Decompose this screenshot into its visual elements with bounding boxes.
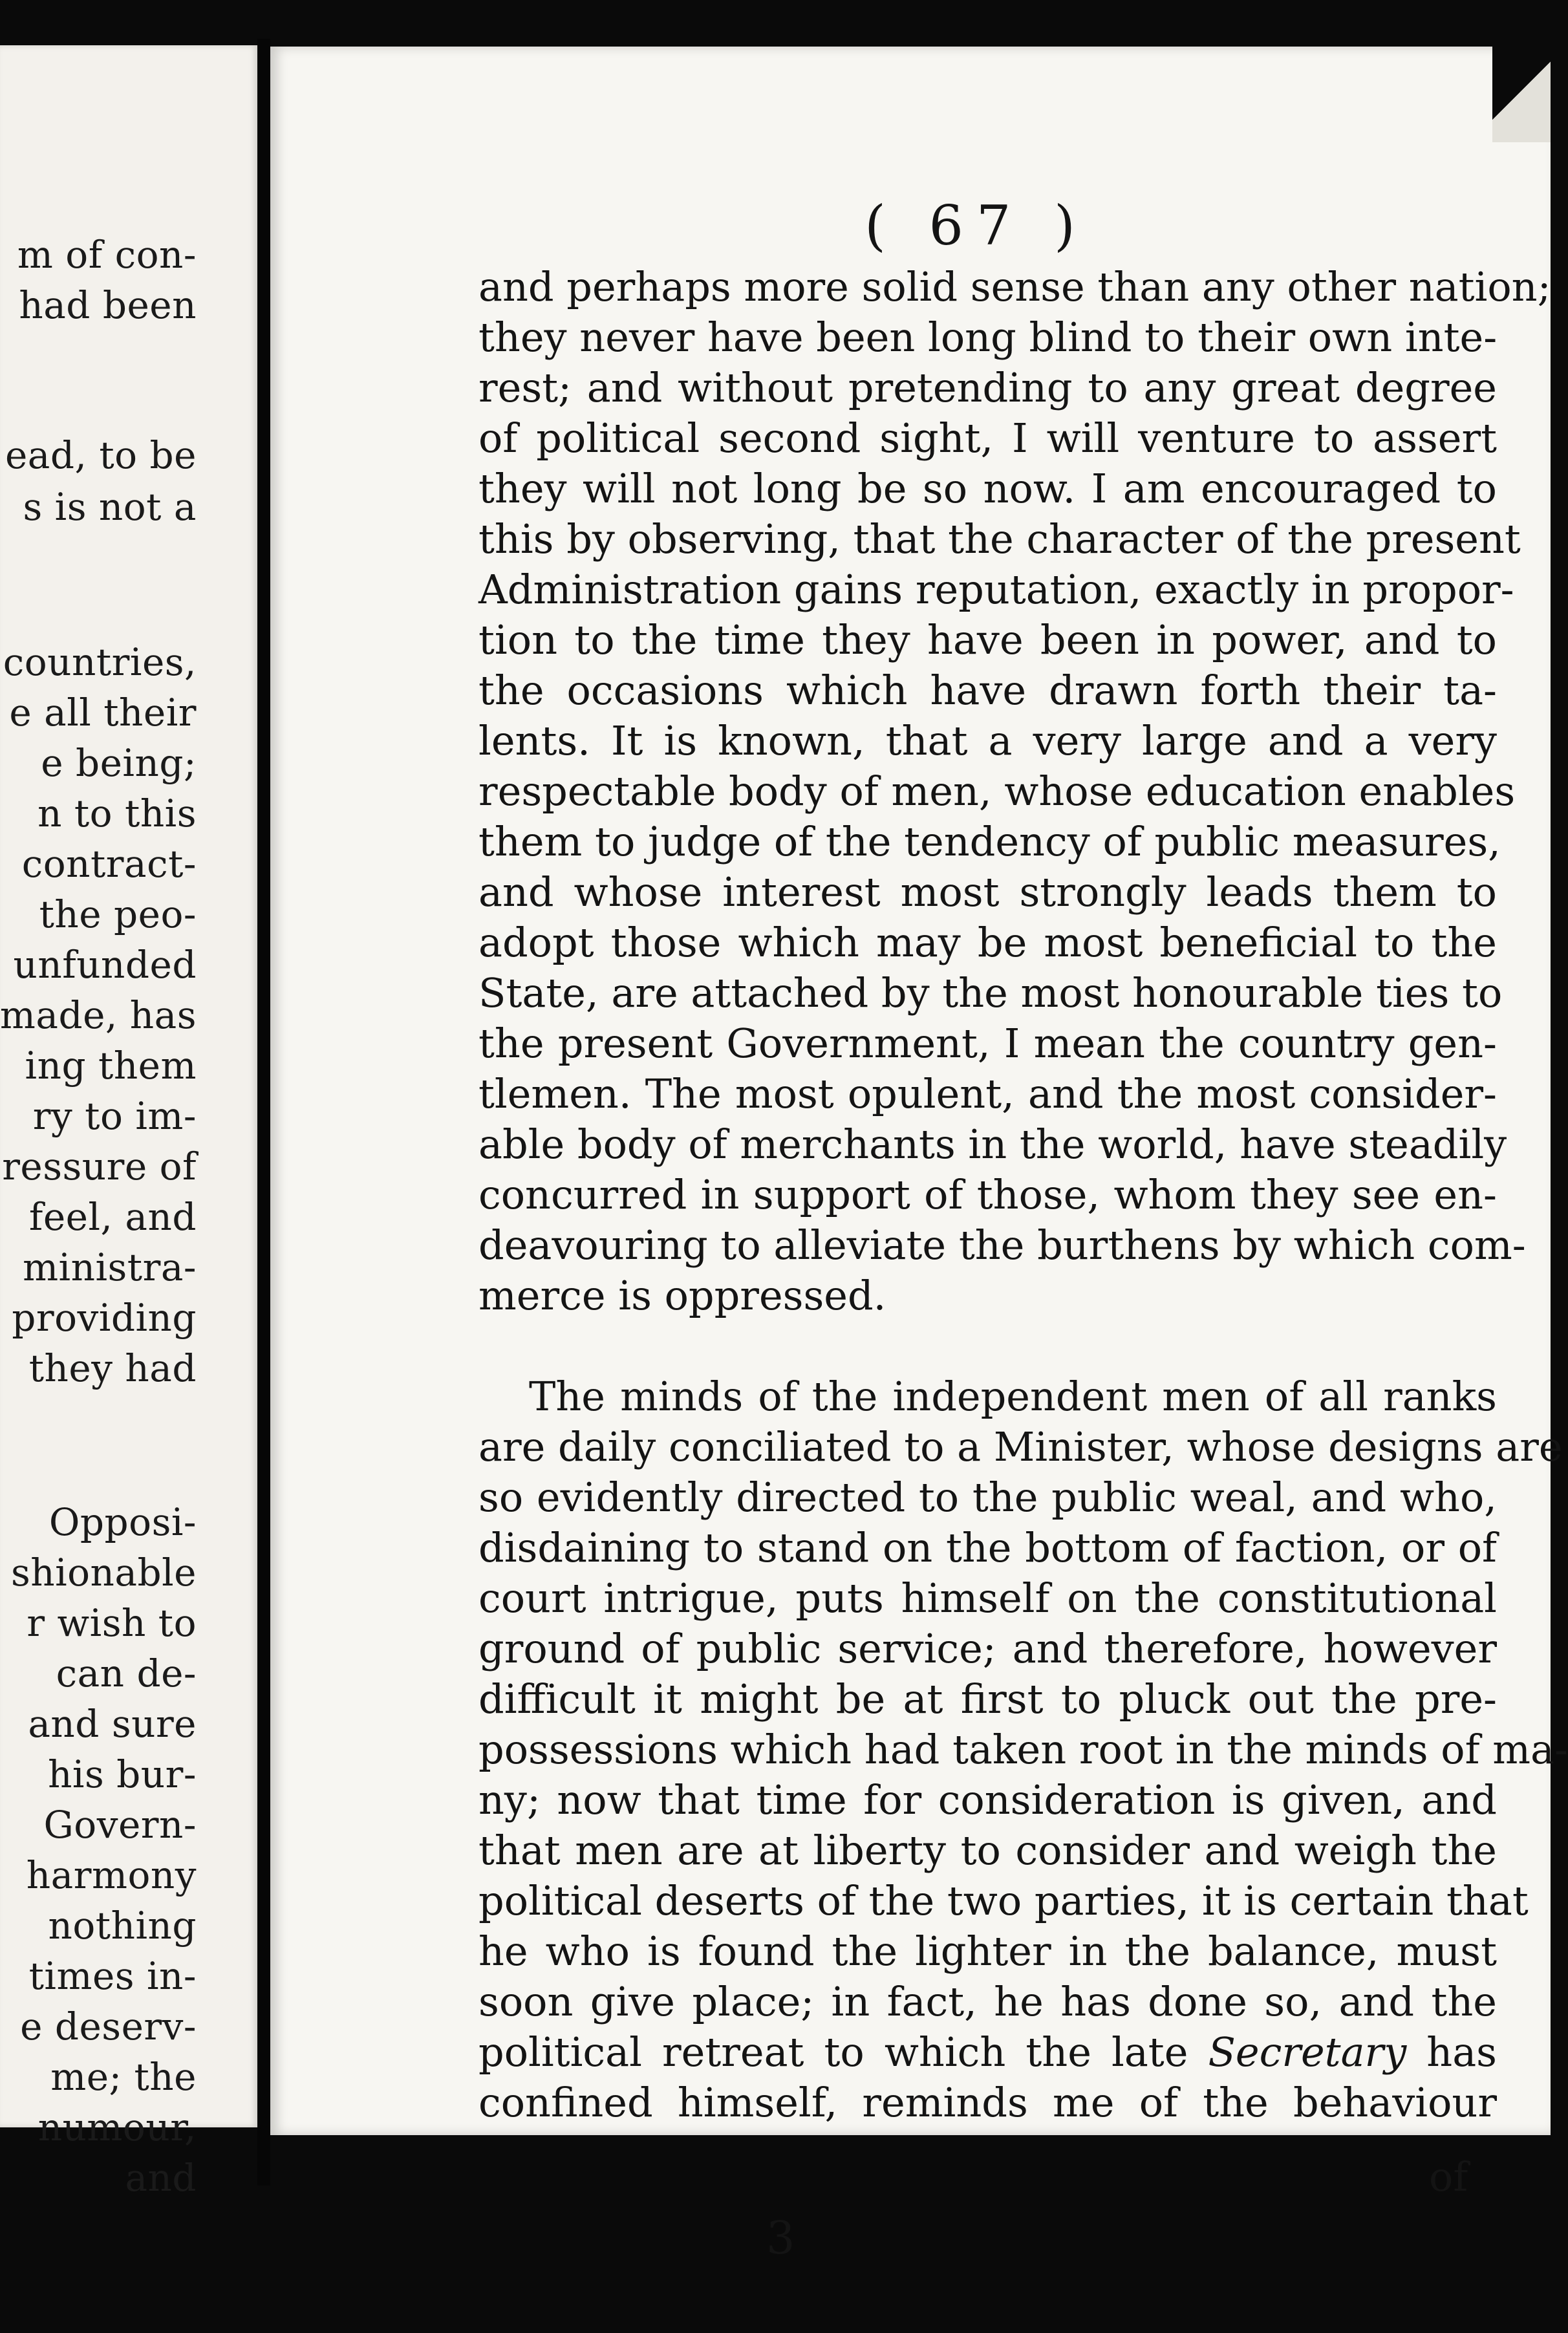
facing-page-line: ing them <box>25 1044 197 1088</box>
facing-page-line: harmony <box>26 1853 197 1897</box>
facing-page-line: his bur- <box>48 1752 197 1796</box>
facing-page-line: ry to im- <box>32 1094 197 1138</box>
facing-page-line: nothing <box>48 1904 197 1948</box>
page-number: ( 67 ) <box>865 194 1088 257</box>
facing-page-fragment <box>0 45 259 2200</box>
facing-page-line: ressure of <box>2 1145 197 1188</box>
facing-page-line: n to this <box>38 791 197 835</box>
text-line: ground of public service; and therefore, however <box>478 1625 1497 1672</box>
text-line: soon give place; in fact, he has done so, and the <box>478 1978 1497 2025</box>
text-line: difficult it might be at first to pluck out the pre- <box>478 1675 1497 1723</box>
facing-page-line: shionable <box>10 1551 197 1595</box>
text-line: and perhaps more solid sense than any other nation; <box>478 263 1551 310</box>
page-body-text <box>478 262 1568 2128</box>
facing-page-line: me; the <box>50 2055 197 2099</box>
facing-page-line: e being; <box>41 741 197 785</box>
text-line: able body of merchants in the world, have steadily <box>478 1121 1507 1168</box>
facing-page-line: r wish to <box>27 1601 197 1645</box>
facing-page-line: contract- <box>21 842 197 886</box>
text-line: the present Government, I mean the country gen- <box>478 1020 1497 1067</box>
text-line: respectable body of men, whose education enables <box>478 768 1516 815</box>
paragraph-gap <box>478 1321 1497 1371</box>
text-line: lents. It is known, that a very large and a very <box>478 717 1497 764</box>
facing-page-line: m of con- <box>17 233 197 277</box>
facing-page-line: they had <box>28 1346 197 1390</box>
text-line: are daily conciliated to a Minister, whose designs are <box>478 1423 1563 1470</box>
facing-page-line: e all their <box>9 691 197 735</box>
text-line: possessions which had taken root in the minds of ma- <box>478 1726 1568 1773</box>
facing-page-line: made, has <box>0 993 197 1037</box>
facing-page-line: unfunded <box>13 943 197 987</box>
facing-page-line: had been <box>19 283 197 327</box>
text-line: so evidently directed to the public weal, and who, <box>478 1474 1497 1521</box>
text-line: confined himself, reminds me of the behaviour <box>478 2079 1497 2126</box>
facing-page-line: can de- <box>56 1651 197 1695</box>
text-line: political retreat to which the late Secretary has <box>478 2028 1497 2076</box>
book-gutter <box>257 39 270 2186</box>
facing-page-line: s is not a <box>23 485 197 529</box>
signature-mark: 3 <box>766 2211 795 2264</box>
text-line: rest; and without pretending to any great degree <box>478 364 1497 411</box>
facing-page-line: and sure <box>28 1702 197 1746</box>
text-line: political deserts of the two parties, it is certain that <box>478 1877 1529 1924</box>
text-line: they will not long be so now. I am encouraged to <box>478 465 1497 512</box>
text-line: them to judge of the tendency of public measures, <box>478 818 1501 865</box>
catchword: of <box>1429 2153 1468 2200</box>
text-line: this by observing, that the character of the present <box>478 515 1521 563</box>
text-line: concurred in support of those, whom they see en- <box>478 1171 1497 1218</box>
facing-page-line: feel, and <box>28 1195 197 1239</box>
text-line: deavouring to alleviate the burthens by which com- <box>478 1221 1526 1269</box>
text-line: adopt those which may be most beneficial to the <box>478 919 1497 966</box>
text-line: of political second sight, I will venture to assert <box>478 414 1497 462</box>
text-line: tlemen. The most opulent, and the most consider- <box>478 1070 1497 1117</box>
page-corner-fold <box>1492 39 1551 142</box>
facing-page-line: e deserv- <box>20 2005 197 2048</box>
facing-page-line: Opposi- <box>48 1500 197 1544</box>
facing-page-line: providing <box>12 1296 197 1340</box>
text-line: tion to the time they have been in power, and to <box>478 616 1497 663</box>
text-line: disdaining to stand on the bottom of faction, or of <box>478 1524 1497 1571</box>
facing-page-line: countries, <box>3 640 197 684</box>
text-line: court intrigue, puts himself on the constitutional <box>478 1575 1497 1622</box>
text-line: he who is found the lighter in the balance, must <box>478 1928 1497 1975</box>
facing-page-line: Govern- <box>43 1803 197 1847</box>
text-line: and whose interest most strongly leads them to <box>478 868 1497 916</box>
facing-page-line: ministra- <box>23 1245 197 1289</box>
facing-page-line: and <box>125 2156 197 2200</box>
text-line: ny; now that time for consideration is given, and <box>478 1776 1497 1823</box>
facing-page-line: the peo- <box>39 892 197 936</box>
facing-page-line: times in- <box>28 1954 197 1998</box>
text-line: The minds of the independent men of all ranks <box>529 1373 1497 1420</box>
facing-page-line: ead, to be <box>5 433 197 477</box>
text-line: they never have been long blind to their own inte- <box>478 314 1498 361</box>
text-line: Administration gains reputation, exactly in propor- <box>478 566 1514 613</box>
facing-page-line: numour, <box>38 2105 197 2149</box>
text-line: State, are attached by the most honourable ties to <box>478 969 1503 1016</box>
text-line: that men are at liberty to consider and weigh the <box>478 1827 1497 1874</box>
text-line: merce is oppressed. <box>478 1272 886 1319</box>
text-line: the occasions which have drawn forth their ta- <box>478 667 1497 714</box>
